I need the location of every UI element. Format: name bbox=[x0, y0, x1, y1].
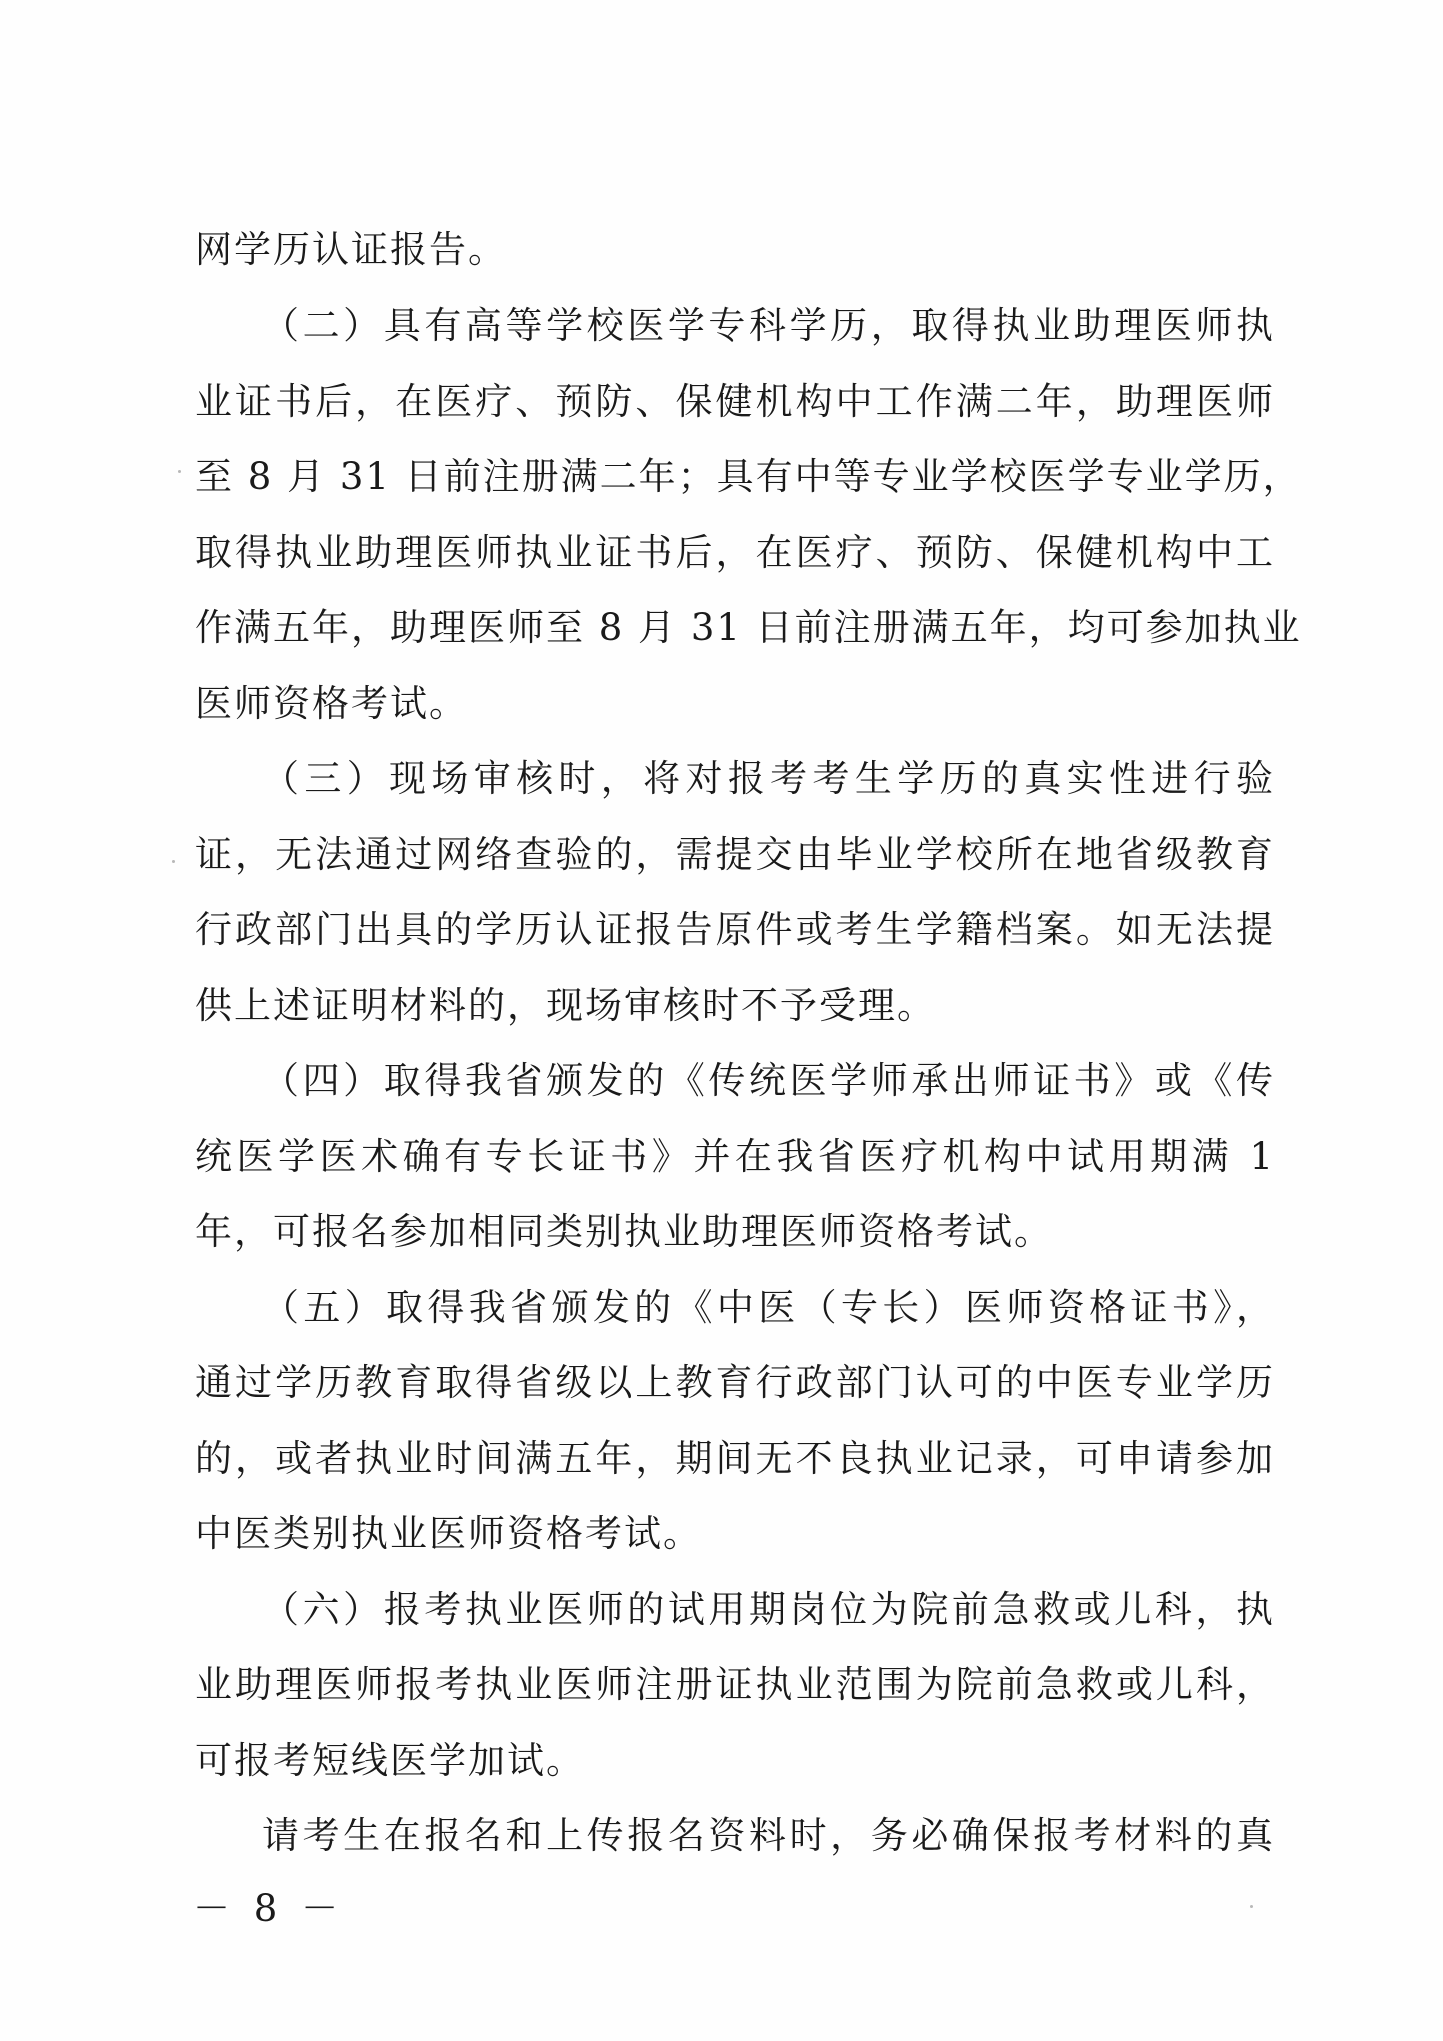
text-line: 统医学医术确有专长证书》并在我省医疗机构中试用期满 1 bbox=[195, 1135, 1275, 1178]
text-line: 证，无法通过网络查验的，需提交由毕业学校所在地省级教育 bbox=[195, 833, 1275, 876]
text-line: 通过学历教育取得省级以上教育行政部门认可的中医专业学历 bbox=[195, 1361, 1275, 1404]
page-number: － 8 － bbox=[193, 1887, 345, 1930]
paragraph-start-line: （二）具有高等学校医学专科学历，取得执业助理医师执 bbox=[262, 304, 1275, 347]
text-line: 的，或者执业时间满五年，期间无不良执业记录，可申请参加 bbox=[195, 1437, 1275, 1480]
text-line: 供上述证明材料的，现场审核时不予受理。 bbox=[195, 984, 936, 1027]
text-line: 医师资格考试。 bbox=[195, 682, 468, 725]
scan-speck bbox=[178, 470, 181, 473]
paragraph-start-line: （四）取得我省颁发的《传统医学师承出师证书》或《传 bbox=[262, 1059, 1275, 1102]
text-line: 取得执业助理医师执业证书后，在医疗、预防、保健机构中工 bbox=[195, 531, 1275, 574]
paragraph-start-line: 请考生在报名和上传报名资料时，务必确保报考材料的真 bbox=[262, 1814, 1275, 1857]
text-line: 网学历认证报告。 bbox=[195, 228, 507, 271]
scan-speck bbox=[1250, 1905, 1253, 1908]
text-line: 业证书后，在医疗、预防、保健机构中工作满二年，助理医师 bbox=[195, 380, 1275, 423]
text-line: 作满五年，助理医师至 8 月 31 日前注册满五年，均可参加执业 bbox=[195, 606, 1302, 649]
paragraph-start-line: （六）报考执业医师的试用期岗位为院前急救或儿科，执 bbox=[262, 1588, 1275, 1631]
paragraph-start-line: （五）取得我省颁发的《中医（专长）医师资格证书》， bbox=[262, 1286, 1275, 1329]
text-line: 行政部门出具的学历认证报告原件或考生学籍档案。如无法提 bbox=[195, 908, 1275, 951]
paragraph-start-line: （三）现场审核时，将对报考考生学历的真实性进行验 bbox=[262, 757, 1275, 800]
text-line: 至 8 月 31 日前注册满二年；具有中等专业学校医学专业学历， bbox=[195, 455, 1302, 498]
text-line: 中医类别执业医师资格考试。 bbox=[195, 1512, 702, 1555]
text-line: 年，可报名参加相同类别执业助理医师资格考试。 bbox=[195, 1210, 1053, 1253]
text-line: 可报考短线医学加试。 bbox=[195, 1739, 585, 1782]
text-line: 业助理医师报考执业医师注册证执业范围为院前急救或儿科， bbox=[195, 1663, 1275, 1706]
scan-speck bbox=[172, 860, 175, 863]
